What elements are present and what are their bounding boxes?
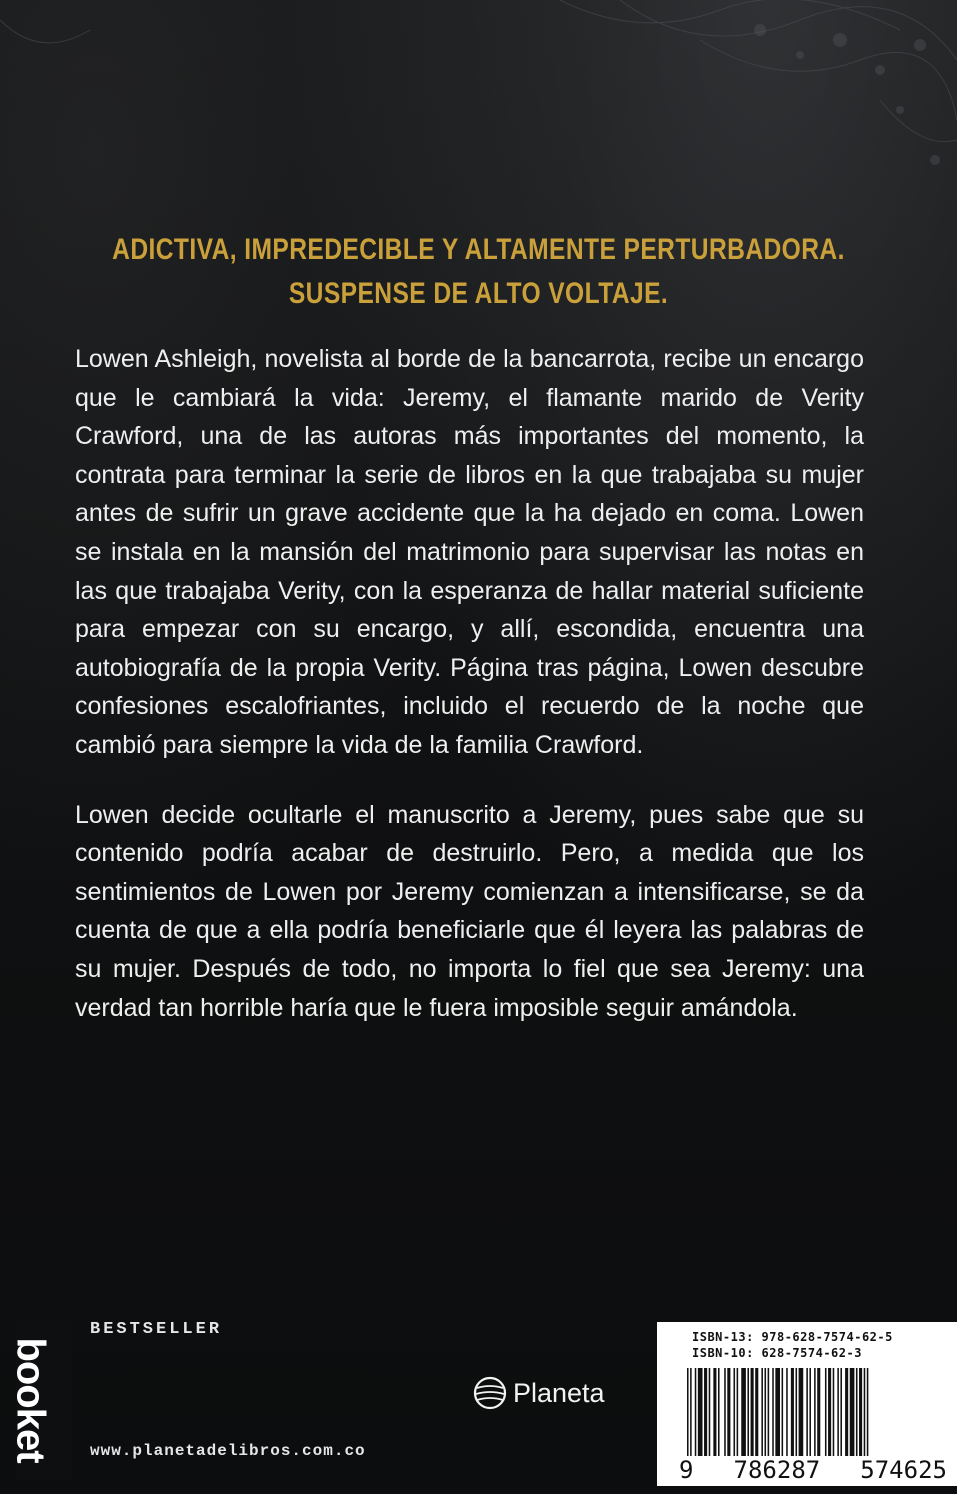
- publisher-name: Planeta: [513, 1377, 605, 1408]
- isbn-10: ISBN-10: 628-7574-62-3: [692, 1346, 862, 1360]
- barcode-digit-group-1: 9: [679, 1456, 694, 1484]
- barcode-digits: [679, 1456, 947, 1484]
- barcode-digit-group-2: 786287: [733, 1456, 821, 1484]
- tagline: [86, 228, 871, 316]
- background-texture: [0, 0, 957, 240]
- barcode-icon: [687, 1368, 942, 1456]
- globe-icon: [473, 1376, 507, 1410]
- synopsis-paragraph-2: Lowen decide ocultarle el manuscrito a Jeremy, pues sabe que su contenido podría acabar de destruirlo. Pero, a medida que los sentimientos de Lowen por Jeremy comienzan a intensificarse, se da cuenta de que a ella podría beneficiarle que él leyera las palabras de su mujer. Después de todo, no importa lo fiel que sea Jeremy: una verdad tan horrible haría que le fuera imposible seguir amándola.: [75, 800, 864, 1022]
- tagline-line-2: SUSPENSE DE ALTO VOLTAJE.: [288, 277, 669, 310]
- barcode-digit-group-3: 574625: [860, 1456, 947, 1484]
- booket-logo-text: booket: [8, 1337, 53, 1463]
- website-url: www.planetadelibros.com.co: [90, 1442, 366, 1460]
- isbn-13: ISBN-13: 978-628-7574-62-5: [692, 1330, 893, 1344]
- barcode-label: [657, 1322, 957, 1486]
- synopsis-paragraph-1: Lowen Ashleigh, novelista al borde de la bancarrota, recibe un encargo que le cambiará la vida: Jeremy, el flamante marido de Verity Crawford, una de las autoras más importantes del momento, la contrata para terminar la serie de libros en la que trabajaba su mujer antes de sufrir un grave accidente que la ha dejado en coma. Lowen se instala en la mansión del matrimonio para supervisar las notas en las que trabajaba Verity, con la esperanza de hallar material suficiente para empezar con su encargo, y allí, escondida, encuentra una autobiografía de la propia Verity. Página tras página, Lowen descubre confesiones escalofriantes, incluido el recuerdo de la noche que cambió para siempre la vida de la familia Crawford.: [75, 345, 864, 759]
- tagline-line-1: ADICTIVA, IMPREDECIBLE Y ALTAMENTE PERTURBADORA.: [112, 233, 845, 266]
- publisher-logo: [473, 1373, 605, 1413]
- bestseller-label: BESTSELLER: [90, 1320, 223, 1339]
- synopsis: [75, 340, 864, 1058]
